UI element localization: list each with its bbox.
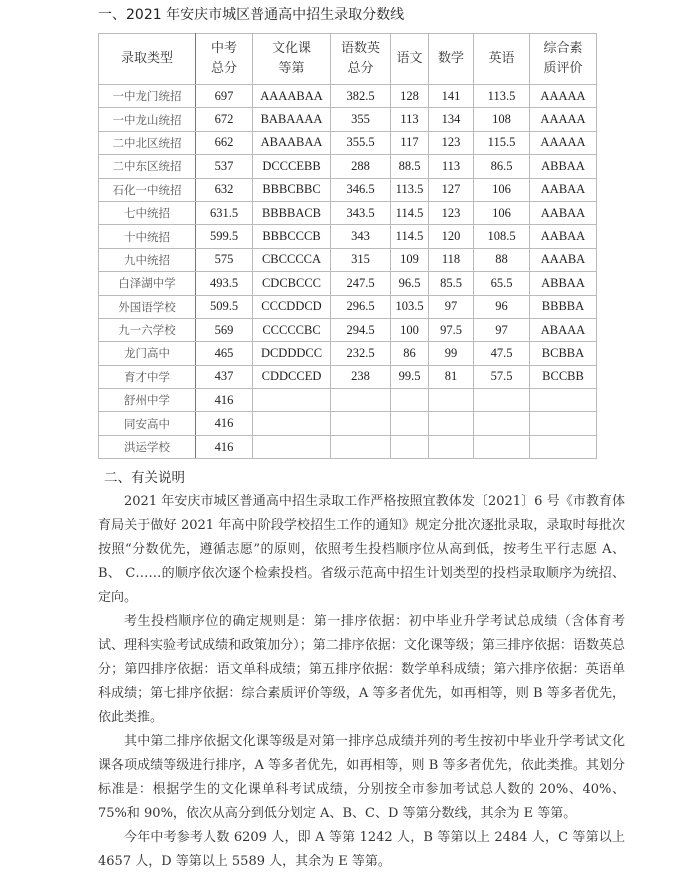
- admission-score-table: [98, 33, 597, 459]
- column-header: [429, 34, 474, 85]
- school-name-cell: 二中东区统招: [99, 155, 196, 178]
- score-cell: 537: [196, 155, 253, 178]
- score-cell: BCCBB: [530, 365, 597, 388]
- table-row: [99, 131, 597, 154]
- school-name-cell: 白泽湖中学: [99, 272, 196, 295]
- score-cell: [429, 412, 474, 435]
- score-cell: CBCCCCA: [253, 248, 331, 271]
- column-header: [474, 34, 530, 85]
- column-header-label: 英语: [488, 51, 515, 66]
- score-cell: BCBBA: [530, 342, 597, 365]
- score-cell: 117: [391, 131, 429, 154]
- score-cell: [429, 435, 474, 458]
- column-header-label: 数学: [437, 51, 464, 66]
- score-cell: 57.5: [474, 365, 530, 388]
- score-cell: 123: [429, 201, 474, 224]
- score-cell: CDCBCCC: [253, 272, 331, 295]
- score-cell: 113.5: [391, 178, 429, 201]
- score-cell: CDDCCED: [253, 365, 331, 388]
- score-cell: 106: [474, 178, 530, 201]
- score-cell: 343.5: [331, 201, 391, 224]
- school-name-cell: 一中龙门统招: [99, 85, 196, 108]
- score-cell: ABBAA: [530, 272, 597, 295]
- score-cell: 86: [391, 342, 429, 365]
- score-cell: 141: [429, 85, 474, 108]
- table-header-row: [99, 34, 597, 85]
- score-cell: BBBCBBC: [253, 178, 331, 201]
- score-cell: 86.5: [474, 155, 530, 178]
- score-cell: 97.5: [429, 318, 474, 341]
- column-header: [253, 34, 331, 85]
- score-cell: 97: [474, 318, 530, 341]
- score-cell: [530, 435, 597, 458]
- table-row: [99, 108, 597, 131]
- table-row: [99, 342, 597, 365]
- table-row: [99, 389, 597, 412]
- score-cell: DCDDDCC: [253, 342, 331, 365]
- score-cell: BBBCCCB: [253, 225, 331, 248]
- score-cell: 437: [196, 365, 253, 388]
- score-cell: 114.5: [391, 201, 429, 224]
- table-row: [99, 85, 597, 108]
- column-header-label: 文化课: [271, 41, 311, 56]
- score-cell: DCCCEBB: [253, 155, 331, 178]
- column-header-label: 综合素: [543, 41, 583, 56]
- table-row: [99, 412, 597, 435]
- school-name-cell: 舒州中学: [99, 389, 196, 412]
- score-cell: CCCCCBC: [253, 318, 331, 341]
- score-cell: 123: [429, 131, 474, 154]
- section-title-notes: 二、有关说明: [104, 470, 185, 486]
- score-cell: 108.5: [474, 225, 530, 248]
- score-cell: 569: [196, 318, 253, 341]
- score-cell: 662: [196, 131, 253, 154]
- score-cell: 134: [429, 108, 474, 131]
- score-cell: 382.5: [331, 85, 391, 108]
- notes-paragraph: 其中第二排序依据文化课等级是对第一排序总成绩并列的考生按初中毕业升学考试文化课各项成绩等级进行排序，A 等多者优先，如再相等，则 B 等多者优先，依此类推。其划分标准是：根据学生的文化课单科考试成绩，分别按全市参加考试总人数的 20%、40%、75%和 90%，依次从高分到低分划定 A、B、C、D 等第分数线，其余为 E 等第。: [98, 734, 625, 821]
- score-cell: [331, 412, 391, 435]
- school-name-cell: 石化一中统招: [99, 178, 196, 201]
- score-cell: 127: [429, 178, 474, 201]
- score-cell: BABAAAA: [253, 108, 331, 131]
- school-name-cell: 洪运学校: [99, 435, 196, 458]
- column-header-label: 等第: [278, 61, 305, 76]
- table-row: [99, 272, 597, 295]
- score-cell: [474, 435, 530, 458]
- table-row: [99, 318, 597, 341]
- score-cell: 465: [196, 342, 253, 365]
- score-cell: 509.5: [196, 295, 253, 318]
- score-cell: 108: [474, 108, 530, 131]
- score-cell: [530, 389, 597, 412]
- table-row: [99, 435, 597, 458]
- school-name-cell: 九一六学校: [99, 318, 196, 341]
- score-cell: 355.5: [331, 131, 391, 154]
- score-cell: 106: [474, 201, 530, 224]
- score-cell: 238: [331, 365, 391, 388]
- school-name-cell: 一中龙山统招: [99, 108, 196, 131]
- score-cell: 99: [429, 342, 474, 365]
- score-cell: ABAAA: [530, 318, 597, 341]
- score-cell: AAABA: [530, 248, 597, 271]
- score-cell: 315: [331, 248, 391, 271]
- table-row: [99, 201, 597, 224]
- score-cell: 100: [391, 318, 429, 341]
- score-cell: AAAAA: [530, 131, 597, 154]
- score-cell: 103.5: [391, 295, 429, 318]
- table-row: [99, 155, 597, 178]
- score-cell: [391, 412, 429, 435]
- school-name-cell: 二中北区统招: [99, 131, 196, 154]
- score-cell: 416: [196, 435, 253, 458]
- column-header: [196, 34, 253, 85]
- score-cell: 599.5: [196, 225, 253, 248]
- score-cell: [391, 389, 429, 412]
- score-cell: [474, 389, 530, 412]
- score-cell: 343: [331, 225, 391, 248]
- score-cell: 346.5: [331, 178, 391, 201]
- school-name-cell: 九中统招: [99, 248, 196, 271]
- school-name-cell: 外国语学校: [99, 295, 196, 318]
- score-cell: 631.5: [196, 201, 253, 224]
- score-cell: 65.5: [474, 272, 530, 295]
- score-cell: 294.5: [331, 318, 391, 341]
- score-cell: 128: [391, 85, 429, 108]
- score-cell: 493.5: [196, 272, 253, 295]
- score-cell: [331, 389, 391, 412]
- table-row: [99, 225, 597, 248]
- score-cell: 81: [429, 365, 474, 388]
- score-cell: 416: [196, 389, 253, 412]
- school-name-cell: 七中统招: [99, 201, 196, 224]
- column-header-label: 质评价: [543, 61, 583, 76]
- score-cell: AABAA: [530, 225, 597, 248]
- score-cell: 416: [196, 412, 253, 435]
- score-cell: 96: [474, 295, 530, 318]
- score-cell: AAAAA: [530, 85, 597, 108]
- score-cell: 114.5: [391, 225, 429, 248]
- score-cell: 109: [391, 248, 429, 271]
- column-header-label: 语数英: [340, 41, 380, 56]
- score-cell: 672: [196, 108, 253, 131]
- score-cell: AABAA: [530, 178, 597, 201]
- school-name-cell: 同安高中: [99, 412, 196, 435]
- notes-paragraph: 2021 年安庆市城区普通高中招生录取工作严格按照宜教体发〔2021〕6 号《市教育体育局关于做好 2021 年高中阶段学校招生工作的通知》规定分批次逐批录取，录取时每批次按照“分数优先，遵循志愿”的原则，依照考生投档顺序位从高到低，按考生平行志愿 A、B、 C……的顺序依次逐个检索投档。省级示范高中招生计划类型的投档录取顺序为统招、定向。: [98, 494, 625, 605]
- score-cell: 47.5: [474, 342, 530, 365]
- score-cell: 697: [196, 85, 253, 108]
- score-cell: [530, 412, 597, 435]
- score-cell: 96.5: [391, 272, 429, 295]
- column-header-label: 录取类型: [120, 51, 173, 66]
- score-cell: 355: [331, 108, 391, 131]
- column-header-label: 总分: [347, 61, 374, 76]
- score-cell: 113: [391, 108, 429, 131]
- school-name-cell: 育才中学: [99, 365, 196, 388]
- table-row: [99, 365, 597, 388]
- score-cell: 288: [331, 155, 391, 178]
- score-cell: ABAABAA: [253, 131, 331, 154]
- table-row: [99, 295, 597, 318]
- score-cell: 118: [429, 248, 474, 271]
- column-header-label: 语文: [396, 51, 423, 66]
- score-cell: ABBAA: [530, 155, 597, 178]
- score-cell: AAAAA: [530, 108, 597, 131]
- score-cell: 115.5: [474, 131, 530, 154]
- score-cell: 113.5: [474, 85, 530, 108]
- score-cell: 99.5: [391, 365, 429, 388]
- school-name-cell: 十中统招: [99, 225, 196, 248]
- score-cell: [391, 435, 429, 458]
- table-row: [99, 178, 597, 201]
- notes-paragraph: 考生投档顺序位的确定规则是：第一排序依据：初中毕业升学考试总成绩（含体育考试、理科实验考试成绩和政策加分）；第二排序依据：文化课等级；第三排序依据：语数英总分；第四排序依据：语文单科成绩；第五排序依据：数学单科成绩；第六排序依据：英语单科成绩；第七排序依据：综合素质评价等级，A 等多者优先，如再相等，则 B 等多者优先，依此类推。: [98, 614, 625, 725]
- score-cell: BBBBA: [530, 295, 597, 318]
- score-cell: [331, 435, 391, 458]
- score-cell: 113: [429, 155, 474, 178]
- score-cell: 575: [196, 248, 253, 271]
- notes-body: [98, 490, 625, 874]
- score-cell: 88.5: [391, 155, 429, 178]
- score-cell: 232.5: [331, 342, 391, 365]
- score-cell: [253, 412, 331, 435]
- score-cell: [253, 389, 331, 412]
- column-header-label: 总分: [210, 61, 237, 76]
- score-cell: 632: [196, 178, 253, 201]
- score-cell: 97: [429, 295, 474, 318]
- notes-paragraph: 今年中考参考人数 6209 人，即 A 等第 1242 人，B 等第以上 2484 人，C 等第以上 4657 人，D 等第以上 5589 人，其余为 E 等第。: [98, 830, 625, 869]
- score-cell: BBBBACB: [253, 201, 331, 224]
- column-header: [391, 34, 429, 85]
- score-cell: 85.5: [429, 272, 474, 295]
- table-row: [99, 248, 597, 271]
- score-cell: 247.5: [331, 272, 391, 295]
- column-header: [331, 34, 391, 85]
- section-title-cutoff-scores: 一、2021 年安庆市城区普通高中招生录取分数线: [98, 7, 405, 23]
- score-cell: [253, 435, 331, 458]
- score-cell: AAAABAA: [253, 85, 331, 108]
- score-cell: CCCDDCD: [253, 295, 331, 318]
- column-header-label: 中考: [210, 41, 237, 56]
- score-cell: 296.5: [331, 295, 391, 318]
- score-cell: 120: [429, 225, 474, 248]
- score-cell: AABAA: [530, 201, 597, 224]
- score-cell: [429, 389, 474, 412]
- column-header: [99, 34, 196, 85]
- school-name-cell: 龙门高中: [99, 342, 196, 365]
- score-cell: [474, 412, 530, 435]
- score-cell: 88: [474, 248, 530, 271]
- column-header: [530, 34, 597, 85]
